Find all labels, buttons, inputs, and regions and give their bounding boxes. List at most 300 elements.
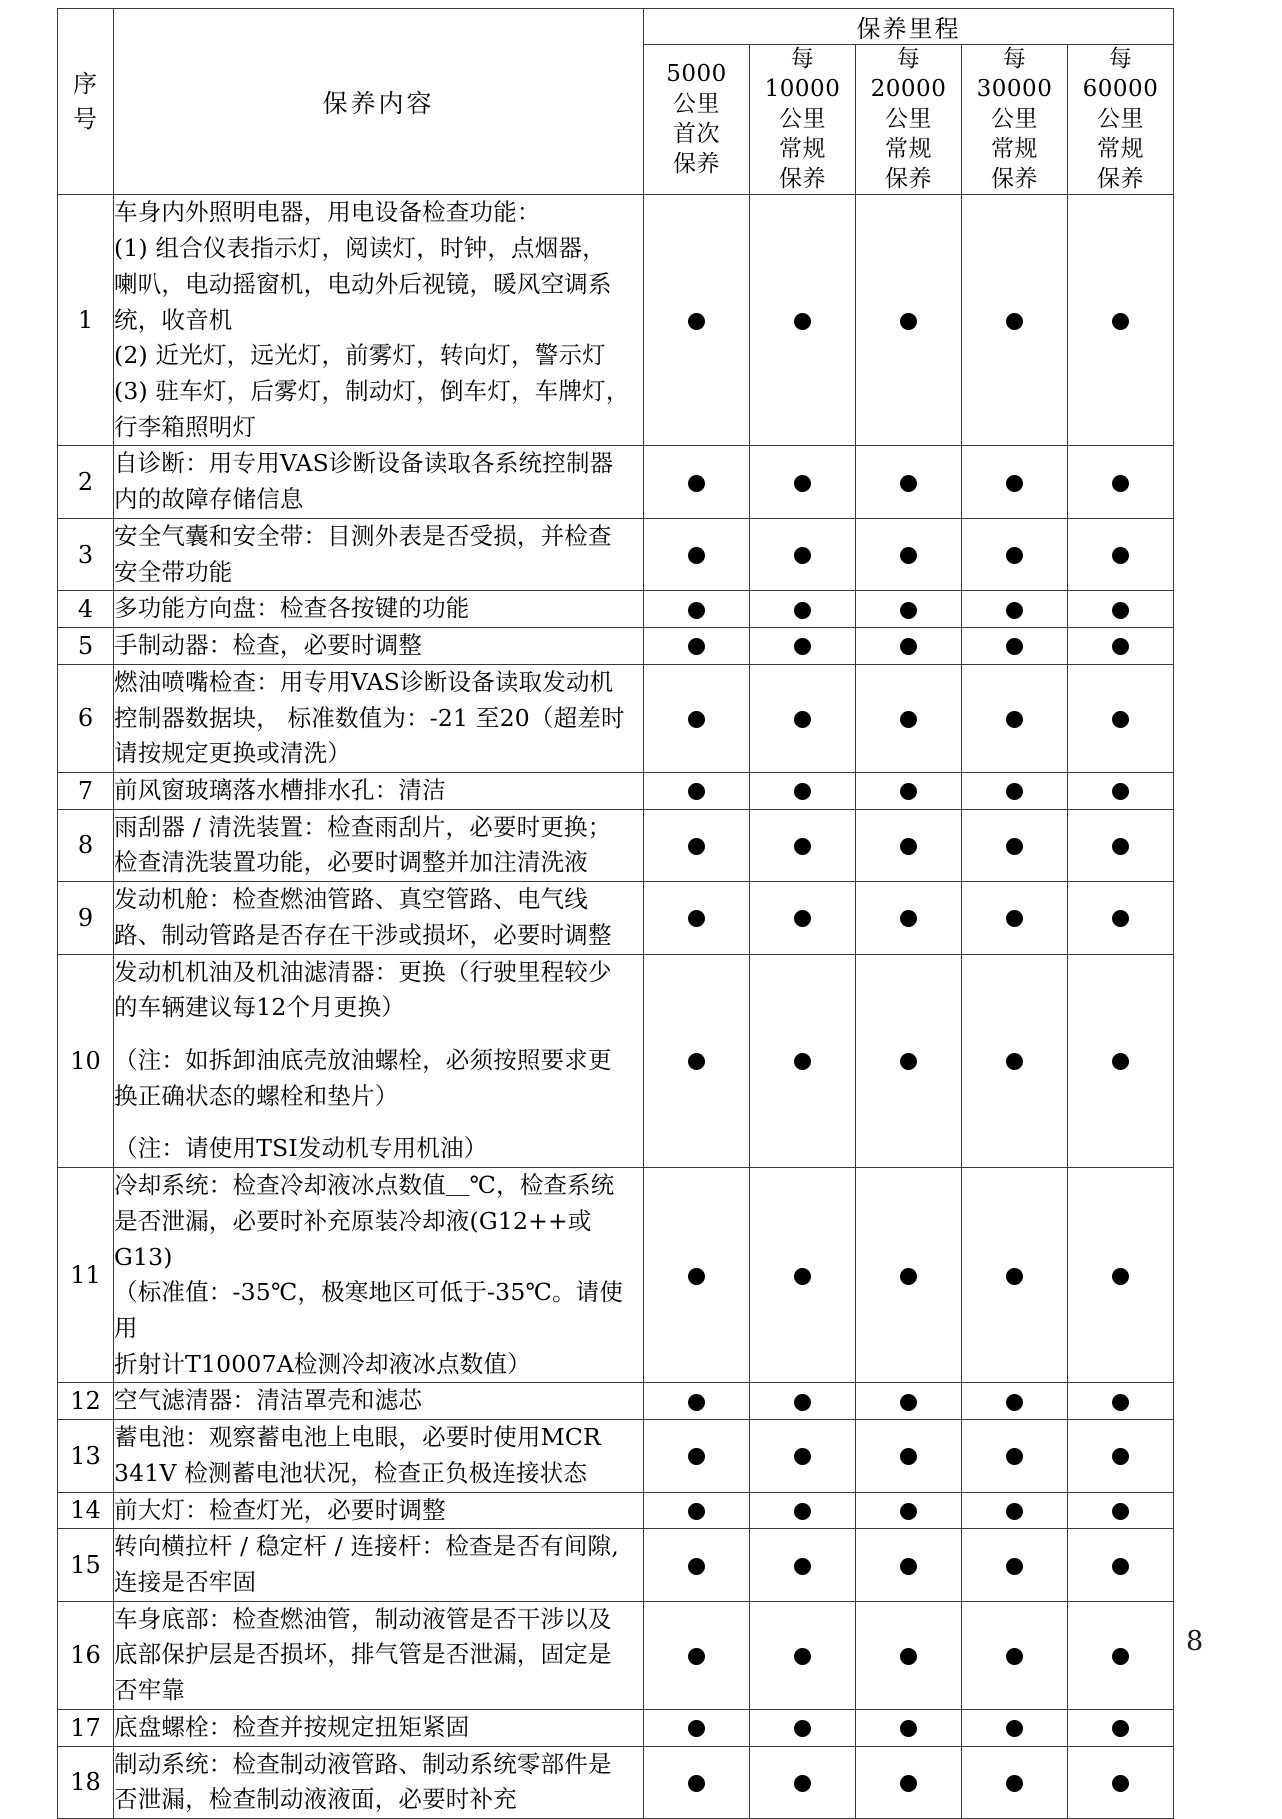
content-line: 连接是否牢固 [114,1568,257,1597]
maintenance-mark-cell [644,954,750,1168]
maintenance-mark-cell [644,1529,750,1601]
maintenance-mark-cell [750,446,856,518]
table-row [58,1529,1174,1601]
table-row [58,1420,1174,1492]
table-row [58,809,1174,881]
header-mileage-line: 常规 [885,135,932,162]
filled-dot-icon [900,602,917,619]
header-mileage-line: 公里 [885,105,932,132]
maintenance-mark-cell [750,1492,856,1529]
table-row [58,518,1174,590]
filled-dot-icon [688,547,705,564]
filled-dot-icon [688,1448,705,1465]
filled-dot-icon [900,783,917,800]
filled-dot-icon [1112,547,1129,564]
maintenance-mark-cell [856,1709,962,1746]
content-line: 行李箱照明灯 [114,412,257,441]
maintenance-mark-cell [644,518,750,590]
content-line: 制动系统：检查制动液管路、制动系统零部件是 [114,1749,612,1778]
content-line: 手制动器：检查，必要时调整 [114,631,423,660]
table-header [58,9,1174,195]
maintenance-mark-cell [856,954,962,1168]
maintenance-mark-cell [962,1746,1068,1818]
row-maintenance-content [114,518,644,590]
maintenance-mark-cell [962,1383,1068,1420]
filled-dot-icon [1112,1558,1129,1575]
header-mileage-line: 5000 [666,60,727,87]
filled-dot-icon [900,638,917,655]
filled-dot-icon [688,1720,705,1737]
maintenance-mark-cell [750,772,856,809]
filled-dot-icon [1006,838,1023,855]
filled-dot-icon [688,1053,705,1070]
maintenance-mark-cell [1068,591,1174,628]
content-line: 否牢靠 [114,1676,186,1705]
content-line: (3) 驻车灯，后雾灯，制动灯，倒车灯，车牌灯， [114,377,630,406]
row-serial-number: 15 [58,1529,114,1601]
filled-dot-icon [1006,1053,1023,1070]
filled-dot-icon [900,711,917,728]
maintenance-mark-cell [856,882,962,954]
filled-dot-icon [1006,1558,1023,1575]
filled-dot-icon [688,475,705,492]
row-serial-number: 16 [58,1601,114,1709]
maintenance-mark-cell [856,1383,962,1420]
header-mileage-line: 10000 [764,75,841,102]
table-row [58,628,1174,665]
filled-dot-icon [688,783,705,800]
maintenance-mark-cell [1068,1383,1174,1420]
content-line: 底盘螺栓：检查并按规定扭矩紧固 [114,1712,470,1741]
maintenance-mark-cell [1068,772,1174,809]
filled-dot-icon [794,1394,811,1411]
filled-dot-icon [794,1448,811,1465]
filled-dot-icon [1006,638,1023,655]
table-row [58,1383,1174,1420]
maintenance-mark-cell [644,591,750,628]
maintenance-mark-cell [856,1601,962,1709]
filled-dot-icon [794,910,811,927]
row-maintenance-content [114,1168,644,1383]
filled-dot-icon [1112,783,1129,800]
maintenance-mark-cell [1068,1420,1174,1492]
maintenance-mark-cell [856,195,962,446]
maintenance-mark-cell [962,772,1068,809]
maintenance-mark-cell [962,809,1068,881]
clipped-header-text [60,0,820,5]
table-body [58,195,1174,1819]
row-serial-number: 1 [58,195,114,446]
filled-dot-icon [794,638,811,655]
filled-dot-icon [1006,547,1023,564]
maintenance-mark-cell [856,1492,962,1529]
table-row [58,882,1174,954]
header-mileage-line: 公里 [1097,105,1144,132]
filled-dot-icon [900,475,917,492]
maintenance-mark-cell [856,809,962,881]
header-mileage-column-5 [1068,45,1174,195]
maintenance-mark-cell [750,1168,856,1383]
filled-dot-icon [1112,1720,1129,1737]
content-line: 前大灯：检查灯光，必要时调整 [114,1495,446,1524]
filled-dot-icon [1112,602,1129,619]
filled-dot-icon [900,1053,917,1070]
page-number: 8 [1186,1626,1204,1657]
row-serial-number: 6 [58,664,114,772]
maintenance-mark-cell [856,1746,962,1818]
maintenance-mark-cell [1068,1746,1174,1818]
maintenance-mark-cell [644,1746,750,1818]
maintenance-mark-cell [750,1529,856,1601]
content-line: （标准值：-35℃，极寒地区可低于-35℃。请使用 [114,1278,624,1343]
header-mileage-line: 20000 [870,75,947,102]
maintenance-mark-cell [962,446,1068,518]
content-line: 车身底部：检查燃油管，制动液管是否干涉以及 [114,1604,612,1633]
maintenance-mark-cell [1068,1601,1174,1709]
row-maintenance-content [114,195,644,446]
header-mileage-line: 保养 [673,150,720,177]
header-row-group [58,9,1174,45]
maintenance-mark-cell [962,195,1068,446]
row-serial-number: 14 [58,1492,114,1529]
content-line: (2) 近光灯，远光灯，前雾灯，转向灯，警示灯 [114,341,606,370]
maintenance-mark-cell [1068,1492,1174,1529]
filled-dot-icon [1112,910,1129,927]
row-maintenance-content [114,1420,644,1492]
filled-dot-icon [794,1268,811,1285]
maintenance-mark-cell [644,195,750,446]
content-line: 统，收音机 [114,305,233,334]
header-mileage-column-1 [644,45,750,195]
row-maintenance-content [114,954,644,1168]
row-maintenance-content [114,628,644,665]
content-line: 折射计T10007A检测冷却液冰点数值） [114,1349,531,1378]
maintenance-mark-cell [644,446,750,518]
filled-dot-icon [1006,602,1023,619]
maintenance-mark-cell [644,809,750,881]
maintenance-mark-cell [856,446,962,518]
filled-dot-icon [688,638,705,655]
header-mileage-line: 每 [1002,46,1027,72]
maintenance-mark-cell [750,664,856,772]
maintenance-mark-cell [962,1492,1068,1529]
maintenance-mark-cell [644,1420,750,1492]
maintenance-mark-cell [962,1709,1068,1746]
filled-dot-icon [1112,1394,1129,1411]
row-maintenance-content [114,664,644,772]
content-line: 的车辆建议每12个月更换） [114,993,406,1022]
maintenance-mark-cell [1068,1168,1174,1383]
header-maintenance-content: 保养内容 [114,9,644,195]
filled-dot-icon [1112,1648,1129,1665]
filled-dot-icon [688,1648,705,1665]
maintenance-mark-cell [1068,882,1174,954]
maintenance-mark-cell [1068,954,1174,1168]
filled-dot-icon [1112,838,1129,855]
filled-dot-icon [1006,313,1023,330]
content-line: (1) 组合仪表指示灯，阅读灯，时钟，点烟器， [114,234,606,263]
maintenance-mark-cell [856,664,962,772]
filled-dot-icon [1112,313,1129,330]
content-line: 发动机机油及机油滤清器：更换（行驶里程较少 [114,957,612,986]
maintenance-mark-cell [856,518,962,590]
table-row [58,591,1174,628]
header-mileage-line: 保养 [1097,165,1144,192]
maintenance-mark-cell [962,518,1068,590]
filled-dot-icon [794,1775,811,1792]
maintenance-mark-cell [962,1420,1068,1492]
filled-dot-icon [900,1648,917,1665]
content-line: 冷却系统：检查冷却液冰点数值＿℃，检查系统 [114,1171,615,1200]
content-line: 否泄漏，检查制动液液面，必要时补充 [114,1785,517,1814]
row-maintenance-content [114,1601,644,1709]
header-mileage-line: 每 [896,46,921,72]
filled-dot-icon [688,838,705,855]
row-serial-number: 5 [58,628,114,665]
row-maintenance-content [114,1383,644,1420]
table-row [58,195,1174,446]
content-line: 是否泄漏，必要时补充原装冷却液(G12++或G13) [114,1206,592,1271]
content-line: 换正确状态的螺栓和垫片） [114,1081,399,1110]
filled-dot-icon [1112,1268,1129,1285]
maintenance-mark-cell [962,1168,1068,1383]
maintenance-mark-cell [856,1420,962,1492]
filled-dot-icon [1006,475,1023,492]
filled-dot-icon [794,711,811,728]
header-maintenance-mileage: 保养里程 [644,9,1174,45]
content-line: 车身内外照明电器，用电设备检查功能： [114,198,541,227]
maintenance-mark-cell [1068,664,1174,772]
table-row [58,1709,1174,1746]
row-maintenance-content [114,772,644,809]
maintenance-mark-cell [750,518,856,590]
table-row [58,1601,1174,1709]
content-line: 蓄电池：观察蓄电池上电眼，必要时使用MCR [114,1423,601,1452]
content-line: 雨刮器 / 清洗装置：检查雨刮片，必要时更换； [114,812,612,841]
filled-dot-icon [1112,1775,1129,1792]
row-serial-number: 7 [58,772,114,809]
maintenance-mark-cell [644,1383,750,1420]
maintenance-mark-cell [644,1709,750,1746]
row-maintenance-content [114,809,644,881]
content-line: 安全带功能 [114,557,233,586]
filled-dot-icon [794,1558,811,1575]
maintenance-mark-cell [644,882,750,954]
maintenance-mark-cell [750,954,856,1168]
header-mileage-line: 常规 [1097,135,1144,162]
maintenance-mark-cell [1068,195,1174,446]
row-maintenance-content [114,591,644,628]
table-row [58,1492,1174,1529]
maintenance-mark-cell [750,1601,856,1709]
maintenance-mark-cell [962,1601,1068,1709]
header-mileage-line: 常规 [991,135,1038,162]
filled-dot-icon [688,1775,705,1792]
filled-dot-icon [688,1394,705,1411]
content-line: 检查清洗装置功能，必要时调整并加注清洗液 [114,848,588,877]
filled-dot-icon [900,1268,917,1285]
filled-dot-icon [688,602,705,619]
header-mileage-line: 每 [790,46,815,72]
filled-dot-icon [688,1503,705,1520]
header-mileage-column-3 [856,45,962,195]
filled-dot-icon [900,1503,917,1520]
header-mileage-line: 30000 [976,75,1053,102]
filled-dot-icon [900,910,917,927]
filled-dot-icon [794,1053,811,1070]
content-line: 安全气囊和安全带：目测外表是否受损，并检查 [114,521,612,550]
table-row [58,772,1174,809]
maintenance-mark-cell [750,1383,856,1420]
filled-dot-icon [794,313,811,330]
header-serial-number [58,9,114,195]
row-serial-number: 17 [58,1709,114,1746]
maintenance-mark-cell [750,882,856,954]
content-line: 控制器数据块， 标准数值为：-21 至20（超差时 [114,703,625,732]
filled-dot-icon [1006,1720,1023,1737]
maintenance-mark-cell [856,1529,962,1601]
content-line: 请按规定更换或清洗） [114,739,351,768]
row-serial-number: 3 [58,518,114,590]
table-row [58,664,1174,772]
filled-dot-icon [794,1503,811,1520]
row-serial-number: 2 [58,446,114,518]
filled-dot-icon [1112,1503,1129,1520]
filled-dot-icon [900,1558,917,1575]
maintenance-mark-cell [644,664,750,772]
row-maintenance-content [114,1492,644,1529]
header-mileage-column-4 [962,45,1068,195]
content-line: 内的故障存储信息 [114,485,304,514]
row-serial-number: 10 [58,954,114,1168]
maintenance-mark-cell [644,1492,750,1529]
maintenance-mark-cell [856,1168,962,1383]
maintenance-mark-cell [1068,446,1174,518]
filled-dot-icon [688,910,705,927]
filled-dot-icon [1112,1053,1129,1070]
content-line: 多功能方向盘：检查各按键的功能 [114,594,470,623]
content-line: 燃油喷嘴检查：用专用VAS诊断设备读取发动机 [114,667,614,696]
filled-dot-icon [900,1394,917,1411]
content-line: 空气滤清器：清洁罩壳和滤芯 [114,1386,423,1415]
maintenance-mark-cell [962,628,1068,665]
content-line: 前风窗玻璃落水槽排水孔：清洁 [114,775,446,804]
header-serial-char-2: 号 [73,104,98,133]
filled-dot-icon [794,602,811,619]
header-mileage-line: 保养 [991,165,1038,192]
filled-dot-icon [900,1720,917,1737]
maintenance-mark-cell [962,1529,1068,1601]
header-mileage-line: 每 [1108,46,1133,72]
row-serial-number: 11 [58,1168,114,1383]
maintenance-mark-cell [962,882,1068,954]
table-row [58,1746,1174,1818]
content-line: 转向横拉杆 / 稳定杆 / 连接杆：检查是否有间隙, [114,1532,619,1561]
filled-dot-icon [1006,1503,1023,1520]
maintenance-mark-cell [750,809,856,881]
header-mileage-column-2 [750,45,856,195]
maintenance-mark-cell [644,1168,750,1383]
content-line: 发动机舱：检查燃油管路、真空管路、电气线 [114,885,588,914]
filled-dot-icon [1006,1648,1023,1665]
maintenance-mark-cell [962,591,1068,628]
row-serial-number: 9 [58,882,114,954]
filled-dot-icon [1006,910,1023,927]
maintenance-mark-cell [644,772,750,809]
maintenance-mark-cell [1068,518,1174,590]
filled-dot-icon [900,313,917,330]
filled-dot-icon [1006,1394,1023,1411]
maintenance-mark-cell [1068,1709,1174,1746]
content-line: 自诊断：用专用VAS诊断设备读取各系统控制器 [114,449,614,478]
maintenance-schedule-table [57,8,1174,1819]
content-line: 路、制动管路是否存在干涉或损坏，必要时调整 [114,920,612,949]
filled-dot-icon [794,838,811,855]
table-row [58,1168,1174,1383]
row-serial-number: 12 [58,1383,114,1420]
filled-dot-icon [688,1558,705,1575]
maintenance-mark-cell [1068,1529,1174,1601]
filled-dot-icon [900,547,917,564]
filled-dot-icon [688,711,705,728]
content-line: （注：请使用TSI发动机专用机油） [114,1134,488,1163]
content-line: （注：如拆卸油底壳放油螺栓，必须按照要求更 [114,1045,612,1074]
filled-dot-icon [1006,1448,1023,1465]
filled-dot-icon [794,1720,811,1737]
content-line: 底部保护层是否损坏，排气管是否泄漏，固定是 [114,1640,612,1669]
filled-dot-icon [900,838,917,855]
filled-dot-icon [794,1648,811,1665]
filled-dot-icon [794,475,811,492]
header-mileage-line: 常规 [779,135,826,162]
filled-dot-icon [900,1775,917,1792]
filled-dot-icon [1112,711,1129,728]
header-mileage-line: 60000 [1082,75,1159,102]
table-row [58,954,1174,1168]
maintenance-mark-cell [962,954,1068,1168]
maintenance-mark-cell [750,1709,856,1746]
content-line: 喇叭，电动摇窗机，电动外后视镜，暖风空调系 [114,269,612,298]
filled-dot-icon [688,313,705,330]
header-mileage-line: 公里 [673,90,720,117]
header-mileage-line: 公里 [779,105,826,132]
row-maintenance-content [114,882,644,954]
filled-dot-icon [1006,783,1023,800]
maintenance-mark-cell [856,628,962,665]
row-serial-number: 18 [58,1746,114,1818]
filled-dot-icon [794,547,811,564]
maintenance-mark-cell [962,664,1068,772]
filled-dot-icon [794,783,811,800]
maintenance-mark-cell [856,772,962,809]
maintenance-mark-cell [856,591,962,628]
maintenance-mark-cell [750,1420,856,1492]
header-serial-char-1: 序 [73,69,98,98]
maintenance-mark-cell [644,628,750,665]
row-serial-number: 13 [58,1420,114,1492]
row-maintenance-content [114,446,644,518]
filled-dot-icon [1112,475,1129,492]
filled-dot-icon [900,1448,917,1465]
maintenance-mark-cell [750,591,856,628]
maintenance-mark-cell [1068,628,1174,665]
filled-dot-icon [1112,638,1129,655]
row-serial-number: 8 [58,809,114,881]
header-mileage-line: 公里 [991,105,1038,132]
row-serial-number: 4 [58,591,114,628]
maintenance-mark-cell [644,1601,750,1709]
maintenance-mark-cell [750,1746,856,1818]
